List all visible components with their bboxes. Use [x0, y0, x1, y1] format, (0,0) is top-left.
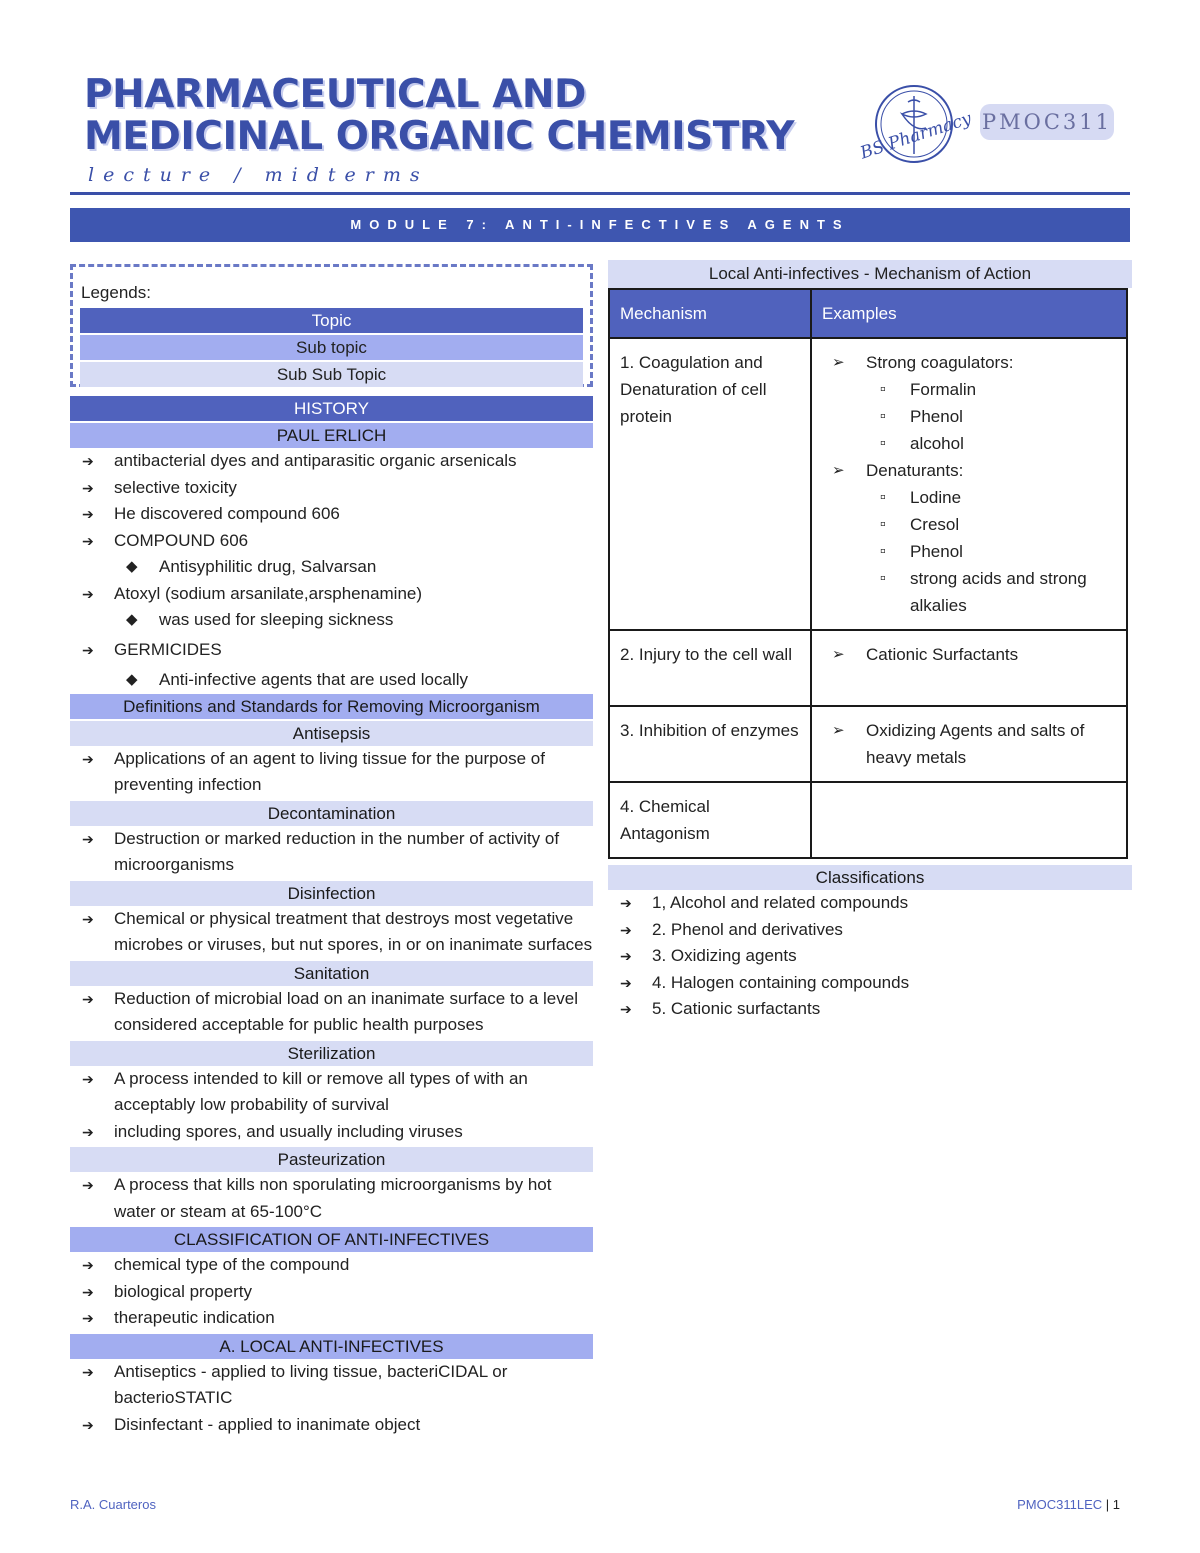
disinfection-list	[70, 906, 593, 959]
list-item: ➔ Atoxyl (sodium arsanilate,arsphenamine)	[70, 581, 593, 608]
list-item: ➔ A process that kills non sporulating microorganisms by hot water or steam at 65-100°C	[70, 1172, 593, 1225]
footer-separator: |	[1105, 1497, 1110, 1512]
list-item: ➔ Destruction or marked reduction in the number of activity of microorganisms	[70, 826, 593, 879]
left-column	[70, 264, 593, 1438]
table-row	[609, 782, 1127, 858]
list-item: ➔ therapeutic indication	[70, 1305, 593, 1332]
title-line-2: MEDICINAL ORGANIC CHEMISTRY	[84, 114, 794, 159]
antisepsis-list	[70, 746, 593, 799]
legend-sub-topic: Sub topic	[80, 335, 583, 360]
subtopic-paul-erlich: PAUL ERLICH	[70, 423, 593, 448]
atoxyl-list	[70, 581, 593, 608]
classifications-list	[608, 890, 1132, 1023]
examples-cell	[811, 782, 1127, 858]
mechanism-cell: 3. Inhibition of enzymes	[609, 706, 811, 782]
subsubtopic-sanitation: Sanitation	[70, 961, 593, 986]
subtopic-classification: CLASSIFICATION OF ANTI-INFECTIVES	[70, 1227, 593, 1252]
atoxyl-sublist	[70, 607, 593, 634]
mechanism-cell: 1. Coagulation and Denaturation of cell protein	[609, 338, 811, 630]
example-item: ➢ Oxidizing Agents and salts of heavy metals	[822, 717, 1116, 771]
example-subitem: ▫ Formalin	[822, 376, 1116, 403]
classification-list	[70, 1252, 593, 1332]
example-subitem: ▫ alcohol	[822, 430, 1116, 457]
table-header-row	[609, 289, 1127, 338]
column-header-examples: Examples	[811, 289, 1127, 338]
course-code-badge: PMOC311	[980, 104, 1114, 140]
module-banner: MODULE 7: ANTI-INFECTIVES AGENTS	[70, 208, 1130, 242]
title-line-1: PHARMACEUTICAL AND	[84, 72, 586, 117]
list-item: ➔ He discovered compound 606	[70, 501, 593, 528]
subsubtopic-disinfection: Disinfection	[70, 881, 593, 906]
example-subitem: ▫ Lodine	[822, 484, 1116, 511]
footer-course-code: PMOC311LEC	[1017, 1497, 1103, 1512]
list-item: ➔ biological property	[70, 1279, 593, 1306]
list-item: ➔ 2. Phenol and derivatives	[608, 917, 1132, 944]
local-list	[70, 1359, 593, 1439]
list-item: ➔ including spores, and usually including viruses	[70, 1119, 593, 1146]
subtopic-local-anti-infectives: A. LOCAL ANTI-INFECTIVES	[70, 1334, 593, 1359]
example-subitem: ▫ Cresol	[822, 511, 1116, 538]
list-item: ➔ chemical type of the compound	[70, 1252, 593, 1279]
examples-cell	[811, 630, 1127, 706]
example-subitem: ▫ Phenol	[822, 403, 1116, 430]
list-item: ➔ 5. Cationic surfactants	[608, 996, 1132, 1023]
list-item: ◆ was used for sleeping sickness	[70, 607, 593, 634]
page-number: 1	[1112, 1497, 1120, 1512]
legend-topic: Topic	[80, 308, 583, 333]
example-subitem: ▫ Phenol	[822, 538, 1116, 565]
list-item: ➔ 1, Alcohol and related compounds	[608, 890, 1132, 917]
sterilization-list	[70, 1066, 593, 1146]
document-subtitle: lecture / midterms	[88, 164, 429, 186]
right-column	[608, 260, 1132, 1023]
list-item: ➔ 4. Halogen containing compounds	[608, 970, 1132, 997]
list-item: ➔ COMPOUND 606	[70, 528, 593, 555]
subsubtopic-decontamination: Decontamination	[70, 801, 593, 826]
legend-sub-sub-topic: Sub Sub Topic	[80, 362, 583, 387]
list-item: ➔ Applications of an agent to living tissue for the purpose of preventing infection	[70, 746, 593, 799]
header-divider	[70, 192, 1130, 195]
sanitation-list	[70, 986, 593, 1039]
pasteurization-list	[70, 1172, 593, 1225]
example-item: ➢ Denaturants:	[822, 457, 1116, 484]
examples-cell	[811, 338, 1127, 630]
list-item: ➔ Reduction of microbial load on an inanimate surface to a level considered acceptable for public health purposes	[70, 986, 593, 1039]
compound-606-sublist	[70, 554, 593, 581]
list-item: ➔ Disinfectant - applied to inanimate object	[70, 1412, 593, 1439]
subtopic-definitions: Definitions and Standards for Removing Microorganism	[70, 694, 593, 719]
table-row	[609, 630, 1127, 706]
mechanism-table	[608, 288, 1128, 859]
table-row	[609, 338, 1127, 630]
list-item: ➔ 3. Oxidizing agents	[608, 943, 1132, 970]
bs-pharmacy-logo	[852, 80, 972, 170]
topic-history: HISTORY	[70, 396, 593, 421]
subsubtopic-pasteurization: Pasteurization	[70, 1147, 593, 1172]
mechanism-cell: 2. Injury to the cell wall	[609, 630, 811, 706]
list-item: ➔ antibacterial dyes and antiparasitic organic arsenicals	[70, 448, 593, 475]
examples-cell	[811, 706, 1127, 782]
list-item: ◆ Antisyphilitic drug, Salvarsan	[70, 554, 593, 581]
table-caption: Local Anti-infectives - Mechanism of Action	[608, 260, 1132, 288]
list-item: ➔ A process intended to kill or remove all types of with an acceptably low probability of survival	[70, 1066, 593, 1119]
legend-label: Legends:	[81, 283, 151, 302]
list-item: ➔ selective toxicity	[70, 475, 593, 502]
germicides-list	[70, 637, 593, 664]
logo-script-text: BS Pharmacy	[857, 108, 972, 164]
mechanism-cell: 4. Chemical Antagonism	[609, 782, 811, 858]
column-header-mechanism: Mechanism	[609, 289, 811, 338]
erlich-list	[70, 448, 593, 554]
germicides-sublist	[70, 667, 593, 694]
classifications-heading: Classifications	[608, 865, 1132, 890]
footer-author: R.A. Cuarteros	[70, 1497, 156, 1512]
table-row	[609, 706, 1127, 782]
list-item: ➔ GERMICIDES	[70, 637, 593, 664]
example-item: ➢ Cationic Surfactants	[822, 641, 1116, 668]
document-title	[84, 74, 884, 158]
example-item: ➢ Strong coagulators:	[822, 349, 1116, 376]
subsubtopic-sterilization: Sterilization	[70, 1041, 593, 1066]
legend-box	[70, 264, 593, 387]
list-item: ➔ Antiseptics - applied to living tissue, bacteriCIDAL or bacterioSTATIC	[70, 1359, 593, 1412]
footer-page-info	[1000, 1497, 1120, 1512]
list-item: ➔ Chemical or physical treatment that destroys most vegetative microbes or viruses, but nut spores, in or on inanimate surfaces	[70, 906, 593, 959]
subsubtopic-antisepsis: Antisepsis	[70, 721, 593, 746]
decontamination-list	[70, 826, 593, 879]
list-item: ◆ Anti-infective agents that are used locally	[70, 667, 593, 694]
example-subitem: ▫ strong acids and strong alkalies	[822, 565, 1116, 619]
